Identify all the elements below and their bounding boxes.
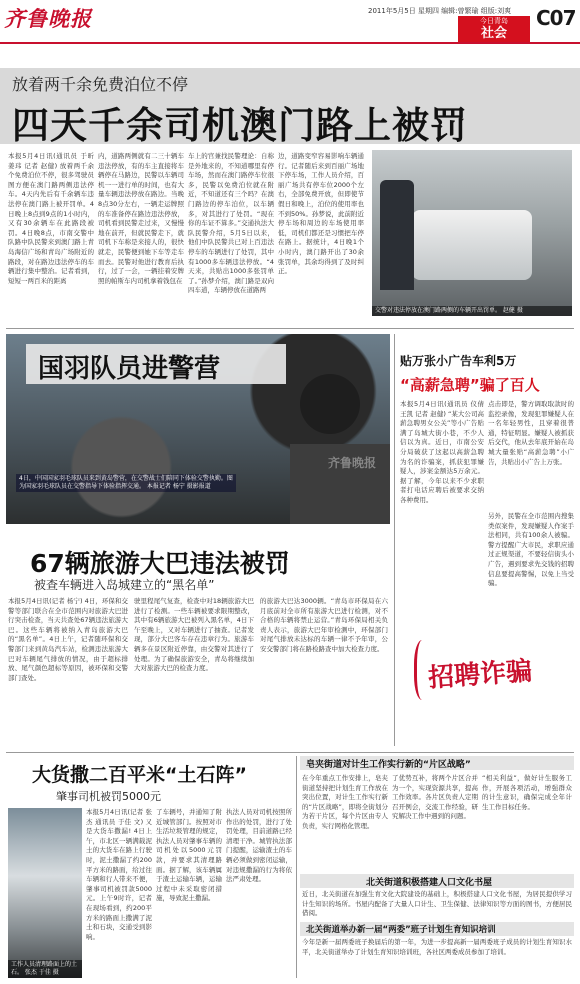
story3-subhead: 被查车辆进入岛城建立的“黑名单” (34, 578, 215, 592)
story1-column-4: 边，道路变窄容易影响车辆通行。记者随后来到百丽广场地下停车场，工作人员介绍，百丽广场共有停车位2000个左右，全部免费开放，但即使节假日和晚上，泊位的使用率也不到50%。孙梦说，此前附近停车场和周边的车场使用率低，司机们都还是习惯把车停在路上。据统计，4日晚1个小时内，澳门路开出了30余张罚单，其余均得到了及时纠正。 (278, 152, 364, 276)
story6-column-2: 了优势互补，将两个片区合并为一个，实现资源共享，提高工作效率。各片区负责人定期召开例会，交流工作经验，研究解决工作中遇到的问题。 (392, 774, 478, 821)
section-sub-label: 今日青岛 (480, 17, 508, 25)
story1-photo (372, 150, 572, 316)
page-number: C07 (536, 6, 576, 30)
section-title: 社会 (480, 26, 507, 41)
story4-photo (8, 808, 82, 978)
story4-subhead: 肇事司机被罚5000元 (56, 790, 161, 803)
story1-column-1: 本报5月4日讯(通讯员 于昕 姜玮 记者 赵健) 放着两千余个免费泊位不停，很多驾驶员图方便在澳门路两侧违法停车。4天内先后有千余辆车违法停在澳门路上被开罚单。4日晚上8点到9点的1小时内，又有30余辆车在此路段被罚。4日晚8点，市南交警中队路中队民警来到澳门路上青岛海信广场和青岛广场附近的路段，对在路边违法停车的车辆进行集中整治。记者看到，短短一两百米的距离 (8, 152, 94, 285)
story2-headline: 国羽队员进警营 (38, 354, 221, 384)
story5-kicker: 贴万张小广告车利5万 (400, 354, 517, 368)
officer-shape (380, 180, 414, 290)
story5-illustration (410, 620, 570, 740)
story3-headline: 67辆旅游大巴违法被罚 (30, 549, 290, 578)
story1-column-2: 内，道路两侧就有二三十辆车违法停放，有的车主直接将车辆停在马路边，民警以车辆司机一一进行单的时间，也有大量车辆违法停放在路边。当晚8点30分左右，一辆走运牌照的车准备停在路边违法停放，司机看到民警走过来，又慢慢地在前开，但就民警走下，就司机下车称是来接人的，很快就走，民警便到她下车等走车而去。民警对他进行教育后执行，过了一会，一辆挂着安牌照的帕斯车内司机拿着钱包在 (98, 152, 184, 285)
story2-caption: 4日，中国国家羽毛球队员来到黄岛警营，在交警战士们陪同下体验交警执勤。图为国家羽毛球队员在交警指导下体验指挥交通。 本报记者 杨宁 摄影报道 (16, 474, 236, 492)
story4-headline: 大货撒二百平米“土石阵” (32, 764, 247, 786)
story4-column-2: 了车辆号，并通知了附近城管部门。按照对市生活垃圾管理的规定，执法人员对肇事车辆的司机处以5000元罚款，并要求其清理路面。据了解，该车辆属于渣土运输车辆，运输过程中未采取密闭措施，导致泥土撒漏。 (156, 808, 222, 903)
masthead-rule (0, 42, 580, 44)
story8-headline: 北关街道举办新一届“两委”班子计划生育知识培训 (306, 925, 496, 935)
column-rule (296, 756, 297, 978)
divider (6, 752, 574, 753)
officer-cap-shape (300, 374, 360, 434)
divider (6, 328, 574, 329)
story1-headline: 四天千余司机澳门路上被罚 (12, 104, 468, 147)
car-shape (412, 210, 532, 280)
section-label (458, 16, 530, 42)
story4-photo-caption: 工作人员清理路面上的土石。 张杰 于佳 摄 (8, 960, 82, 978)
story4-column-1: 本报5月4日讯(记者 张杰 通讯员 于佳 文) 又是大货车撒漏! 4日上午，市北区一辆满载泥土的大货车在路上行驶时，泥土撒漏了约200平方米的路面，给过往车辆和行人带来不便，肇事司机被罚款5000元。上午9时许，记者在现场看到，约200平方米的路面上撒满了泥土和石块，交通受到影响。 (86, 808, 152, 941)
story5-column-3: 另外，民警在全市范围内搜集类似案件，发现嫌疑人作案手法相同，共有100余人被骗。警方提醒广大市民，求职应通过正规渠道，不要轻信街头小广告，遇到要求先交钱的招聘信息要提高警惕，以免上当受骗。 (488, 512, 574, 588)
brush-stroke-shape (414, 640, 434, 700)
story4-column-3: 执法人员对司机按照所作出的处罚，进行了处罚处理，目前道路已经清理干净。城管执法部门提醒，运输渣土的车辆必须做到密闭运输，对违规撒漏的行为将依法严肃处理。 (226, 808, 292, 884)
story5-column-2: 点击即是，警方调取取款时的监控录像，发现犯罪嫌疑人在一名年轻男性，且穿着很普通，特征明显。嫌疑人被抓获后交代，他从去年底开始在岛城大量张贴“高薪急聘”小广告，共贴出小广告上万张。 (488, 400, 574, 466)
story1-photo-caption: 交警对违法停放在澳门路两侧的车辆开出罚单。 赵健 摄 (372, 306, 572, 316)
story3-column-1: 本报5月4日讯(记者 杨宁) 4日，环保和交警等部门联合在全市范围内对旅游大巴进行突击检查，当天共查处67辆违法旅游大巴。这些车辆将被纳入青岛旅游大巴的“黑名单”。4日上午，记者随环保和交警部门来到黄岛汽车站，检测违法旅游大巴对车辆尾气排放的情况，由于超标排放、尾气颜色超标等原因，被环保和交警部门查处。 (8, 597, 128, 682)
column-rule (394, 334, 395, 746)
newspaper-logo: 齐鲁晚报 (4, 6, 92, 31)
story7-body: 近日，北关街道在加强生育文化大院建设的基础上，积极搭建人口文化书屋，为居民提供学习计生知识的场所。书屋内配备了大量人口计生、卫生保健、法律知识等方面的图书，方便居民借阅。 (302, 890, 572, 918)
date-line: 2011年5月5日 星期四 编辑:曾繁瑜 组版:刘爽 (368, 7, 512, 15)
story1-kicker: 放着两千余免费泊位不停 (12, 75, 189, 94)
story5-stamp: 招聘诈骗 (427, 656, 534, 694)
story2-watermark: 齐鲁晚报 (327, 456, 376, 470)
story2-photo (6, 334, 390, 524)
story5-headline: “高薪急聘”骗了百人 (400, 376, 540, 394)
story7-headline: 北关街道积极搭建人口文化书屋 (366, 878, 493, 888)
story3-column-3: 的旅游大巴达3000辆。“青岛市环保局在六月底前对全市所有旅游大巴进行检测，对不合格的车辆将禁止运营。”青岛环保局相关负责人表示，旅游大巴年审检测中，环保部门对尾气排放未达标的车辆一律不予年审，公安交警部门将在路检路查中加大检查力度。 (260, 597, 388, 653)
story5-column-1: 本报5月4日讯(通讯员 仪倩 王凯 记者 赵健) “某大公司高薪急聘男女公关”等小广告贴满了岛城大街小巷，不少人信以为真。近日，市南公安分局破获了这起以高薪急聘为名的诈骗案，抓获犯罪嫌疑人，涉案金额达5万余元。据了解，今年以来不少求职者打电话应聘后被要求交纳各种费用。 (400, 400, 484, 504)
story1-column-3: 车上的官兼找民警理论：自称是外地来的，不知道哪里有停车场，然而在澳门路停车位很多，民警以免费泊位就在附近，不知道还有三个吗？在澳门路边的停车泊位，以车辆多，对其进行了处罚。“现在你的车证不算多。”交通执法大队民警介绍，5月5日以来，他们中队民警共已对上百违法停车的车辆进行了处罚，其中有1000多车辆违法停放。“4天来，共贴出1000多张罚单了。”孙梦介绍，澳门路是双向四车道，车辆停放在道路两 (188, 152, 274, 295)
story3-column-2: 驶里程尾气复查，检查中对18辆旅游大巴进行了检测。一些车辆被要求限期整改，其中有6辆旅游大巴被列入黑名单，4日下午至晚上，又对车辆进行了抽查。记者发现，部分大巴客车存在违章行为。旅游车辆多在景区附近停靠，由交警对其进行了处理。为了确保旅游安全，青岛将继续加大对旅游大巴的检查力度。 (134, 597, 254, 673)
story8-body: 今年是新一届两委班子换届后的第一年，为进一步提高新一届两委班子成员的计划生育知识水平，北关街道举办了计划生育知识培训班，各社区两委成员参加了培训。 (302, 938, 572, 956)
story6-column-1: 在今年重点工作安排上，皂夹街道坚持把计划生育工作放在突出位置，对计生工作实行新的“片区战略”，即将全街划分为若干片区，每个片区由专人负责，实行网格化管理。 (302, 774, 388, 830)
story6-headline: 皂夹街道对计生工作实行新的“片区战略” (306, 760, 471, 770)
story6-column-3: “相关利益”，做好计生服务工作，开展各项活动，增强群众的计生意识，确保完成全年计生工作目标任务。 (482, 774, 572, 811)
